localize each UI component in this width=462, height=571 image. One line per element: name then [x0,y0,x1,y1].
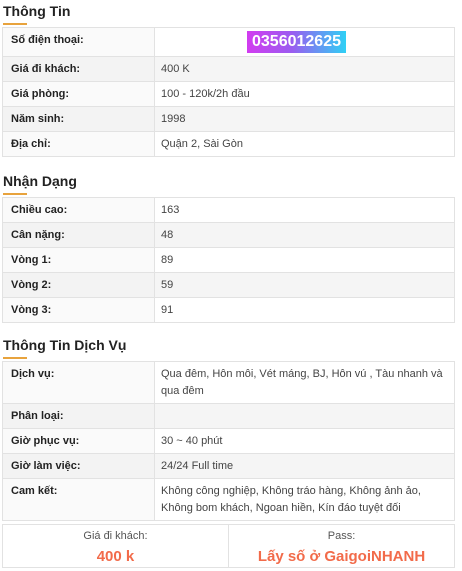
section-title-underline [3,357,27,359]
row-label: Cân nặng: [3,223,155,248]
table-row [3,223,455,248]
row-label: Số điện thoại: [3,28,155,57]
row-value: 24/24 Full time [155,454,455,479]
row-value: 1998 [155,107,455,132]
row-label: Địa chỉ: [3,132,155,157]
section-title-thong-tin-dich-vu [3,337,126,353]
pass-value: Lấy số ở GaigoiNHANH [257,548,426,565]
row-label: Giá phòng: [3,82,155,107]
thong-tin-table [2,27,455,157]
row-label: Giờ phục vụ: [3,429,155,454]
price-value: 400 k [96,548,135,565]
table-row [3,362,455,404]
phone-cell [155,28,455,57]
row-value: 100 - 120k/2h đầu [155,82,455,107]
section-title-thong-tin [3,3,70,19]
row-label: Phân loại: [3,404,155,429]
table-row [3,198,455,223]
row-value: 89 [155,248,455,273]
phone-number-badge[interactable]: 0356012625 [247,31,346,53]
row-value: 91 [155,298,455,323]
row-label: Chiều cao: [3,198,155,223]
row-label: Vòng 1: [3,248,155,273]
table-row [3,248,455,273]
row-label: Giờ làm việc: [3,454,155,479]
price-pass-footer [2,524,455,568]
table-row [3,479,455,521]
row-value: Qua đêm, Hôn môi, Vét máng, BJ, Hôn vú , Tàu nhanh và qua đêm [155,362,455,404]
row-label: Vòng 2: [3,273,155,298]
table-row [3,298,455,323]
table-row [3,429,455,454]
table-row [3,57,455,82]
nhan-dang-table [2,197,455,323]
row-value [155,404,455,429]
section-title-text: Nhận Dạng [3,173,77,189]
row-label: Năm sinh: [3,107,155,132]
row-label: Vòng 3: [3,298,155,323]
row-value: 163 [155,198,455,223]
table-row [3,454,455,479]
table-row [3,82,455,107]
table-row [3,273,455,298]
row-value: Quận 2, Sài Gòn [155,132,455,157]
row-value: 48 [155,223,455,248]
row-label: Cam kết: [3,479,155,521]
section-title-text: Thông Tin Dịch Vụ [3,337,127,353]
section-title-nhan-dang [3,173,77,189]
dich-vu-table [2,361,455,521]
row-label: Giá đi khách: [3,57,155,82]
row-value: 400 K [155,57,455,82]
table-row [3,28,455,57]
row-value: 30 ~ 40 phút [155,429,455,454]
row-value: 59 [155,273,455,298]
table-row [3,404,455,429]
pass-cell [228,525,454,567]
section-title-text: Thông Tin [3,3,71,19]
section-title-underline [3,193,27,195]
price-cell [3,525,228,567]
price-caption: Giá đi khách: [83,530,148,542]
section-title-underline [3,23,27,25]
row-label: Dịch vụ: [3,362,155,404]
row-value: Không công nghiệp, Không tráo hàng, Không ảnh ảo, Không bom khách, Ngoan hiền, Kín đáo tuyệt đối [155,479,455,521]
table-row [3,107,455,132]
table-row [3,132,455,157]
pass-caption: Pass: [327,530,356,542]
